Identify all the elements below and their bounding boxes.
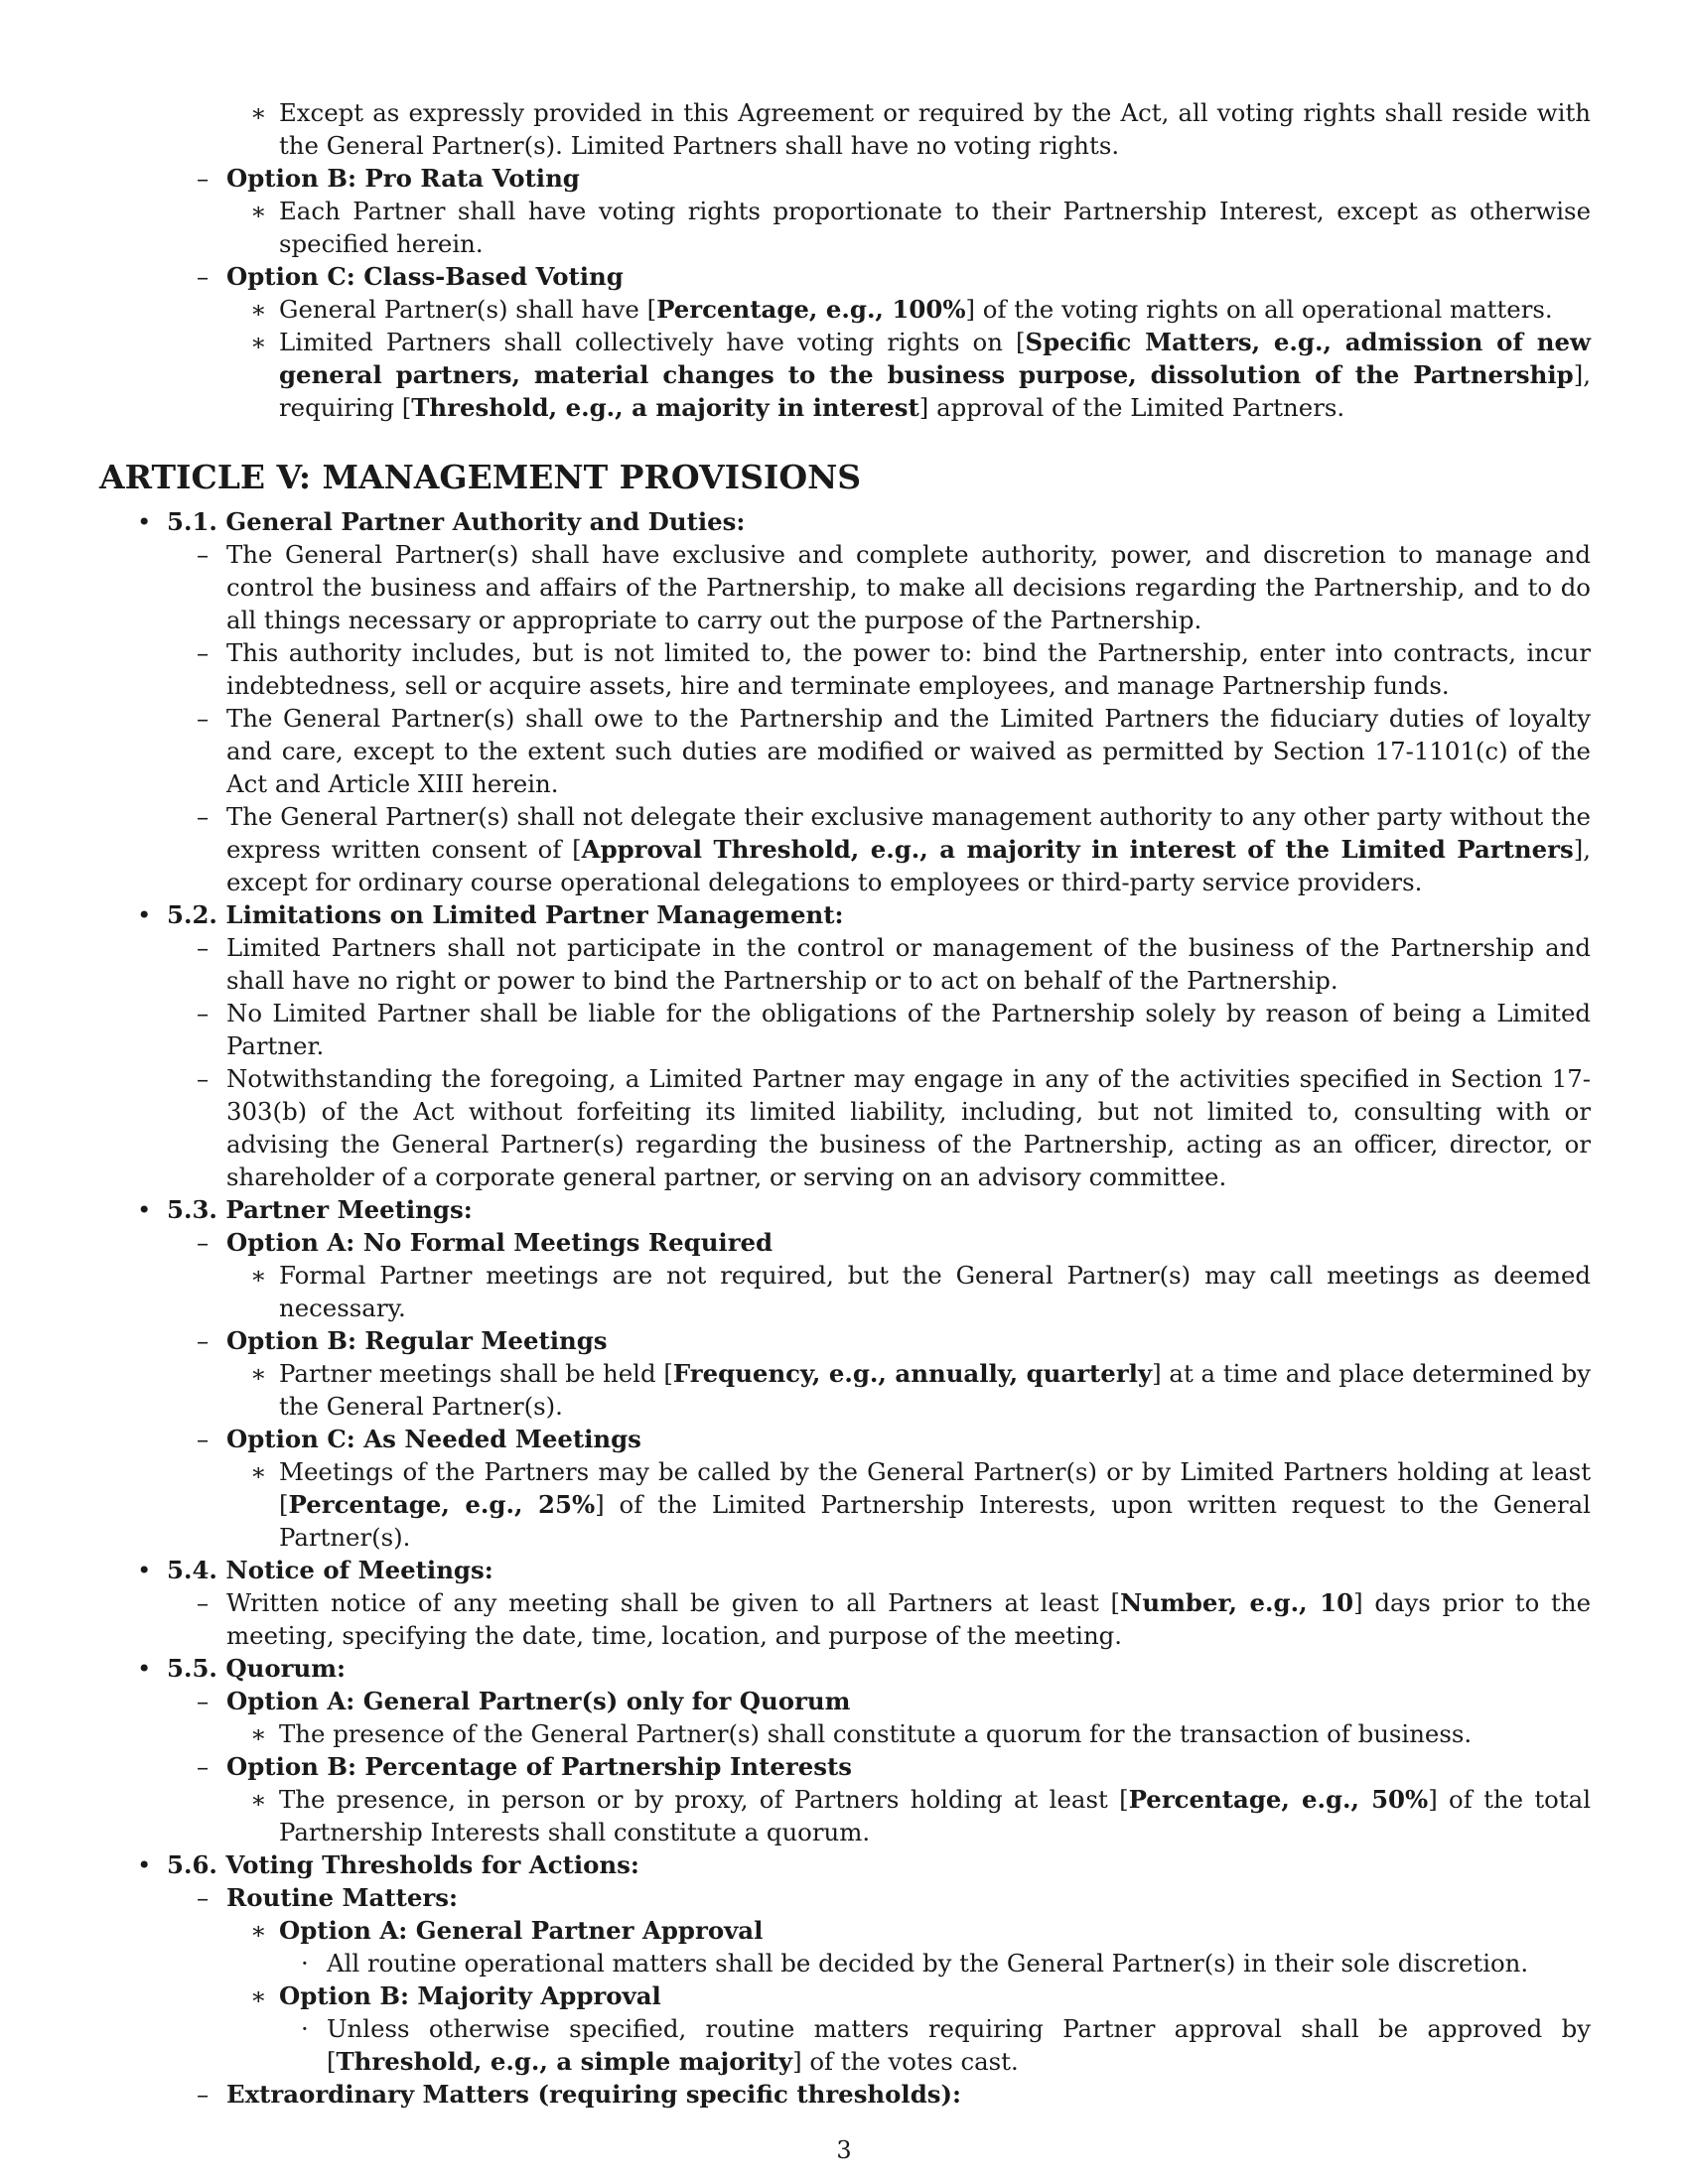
bullet-icon: •: [137, 1850, 152, 1879]
asterisk-bullet-icon: ∗: [250, 1359, 267, 1388]
bullet-icon: •: [137, 1195, 152, 1224]
asterisk-bullet-icon: ∗: [250, 295, 267, 324]
list-item: – Notwithstanding the foregoing, a Limited Partner may engage in any of the activities specified in Section 17-303(b) of the Act without forfeiting its limited liability, including, but not limited to, consulting with or advising the General Partner(s) regarding the business of the Partnership, acting as an officer, director, or shareholder of a corporate general partner, or serving on an advisory committee.: [197, 1064, 1591, 1191]
dash-bullet-icon: –: [197, 2080, 210, 2109]
dash-bullet-icon: –: [197, 638, 210, 667]
asterisk-bullet-icon: ∗: [250, 1457, 267, 1486]
list-item: [99, 96, 1591, 162]
article-heading: ARTICLE V: MANAGEMENT PROVISIONS: [99, 458, 862, 496]
list-item: – Option B: Regular Meetings: [197, 1326, 608, 1355]
asterisk-bullet-icon: ∗: [250, 1916, 267, 1945]
list-item: – Option C: As Needed Meetings: [197, 1425, 641, 1453]
list-item: – The General Partner(s) shall not delegate their exclusive management authority to any other party without the express written consent of [Approval Threshold, e.g., a majority in interest of the Limited Partners], except for ordinary course operational delegations to employees or third-party service providers.: [197, 802, 1591, 896]
list-item: [99, 326, 1591, 424]
asterisk-bullet-icon: ∗: [250, 1719, 267, 1748]
list-item: – Option B: Percentage of Partnership Interests: [197, 1752, 852, 1781]
page-number: 3: [836, 2136, 852, 2164]
list-item: – This authority includes, but is not limited to, the power to: bind the Partnership, enter into contracts, incur indebtedness, sell or acquire assets, hire and terminate employees, and manage Partnership funds.: [197, 638, 1591, 700]
voting-option-b-text: Each Partner shall have voting rights proportionate to their Partnership Interest, except as otherwise specified herein.: [279, 197, 1591, 258]
dash-bullet-icon: –: [197, 1752, 210, 1781]
bullet-icon: •: [137, 900, 152, 929]
voting-option-a-text: Except as expressly provided in this Agreement or required by the Act, all voting rights shall reside with the General Partner(s). Limited Partners shall have no voting rights.: [279, 98, 1591, 160]
section-heading-5-3: • 5.3. Partner Meetings:: [137, 1195, 473, 1224]
section-heading-5-2: • 5.2. Limitations on Limited Partner Management:: [137, 900, 844, 929]
dash-bullet-icon: –: [197, 704, 210, 733]
document-page: [99, 96, 1591, 2111]
bullet-icon: •: [137, 1654, 152, 1683]
asterisk-bullet-icon: ∗: [250, 1785, 267, 1814]
asterisk-bullet-icon: ∗: [250, 1261, 267, 1290]
list-item: [99, 260, 1591, 293]
dash-bullet-icon: –: [197, 999, 210, 1027]
dash-bullet-icon: –: [197, 164, 210, 193]
dash-bullet-icon: –: [197, 1425, 210, 1453]
list-item: ∗ Option A: General Partner Approval: [250, 1916, 764, 1945]
dash-bullet-icon: –: [197, 802, 210, 831]
dash-bullet-icon: –: [197, 1228, 210, 1257]
section-heading-5-1: • 5.1. General Partner Authority and Duties:: [137, 507, 746, 536]
voting-option-b-title: Option B: Pro Rata Voting: [226, 164, 580, 193]
asterisk-bullet-icon: ∗: [250, 98, 267, 127]
list-item: ∗ Formal Partner meetings are not required, but the General Partner(s) may call meetings as deemed necessary.: [250, 1261, 1591, 1322]
list-item: [99, 293, 1591, 326]
dash-bullet-icon: –: [197, 262, 210, 291]
list-item: – Written notice of any meeting shall be given to all Partners at least [Number, e.g., 10] days prior to the meeting, specifying the date, time, location, and purpose of the meeting.: [197, 1588, 1591, 1650]
bullet-icon: •: [137, 507, 152, 536]
voting-option-c-title: Option C: Class-Based Voting: [226, 262, 624, 291]
dot-bullet-icon: ·: [301, 2014, 309, 2043]
list-item: ∗ Option B: Majority Approval: [250, 1981, 661, 2010]
asterisk-bullet-icon: ∗: [250, 1981, 267, 2010]
list-item: – The General Partner(s) shall owe to the Partnership and the Limited Partners the fiduciary duties of loyalty and care, except to the extent such duties are modified or waived as permitted by Section 17-1101(c) of the Act and Article XIII herein.: [197, 704, 1591, 798]
dot-bullet-icon: ·: [301, 1949, 309, 1978]
list-item: – Routine Matters:: [197, 1883, 458, 1912]
voting-option-c-text-1: General Partner(s) shall have [Percentage, e.g., 100%] of the voting rights on all operational matters.: [279, 295, 1553, 324]
dash-bullet-icon: –: [197, 933, 210, 962]
list-item: – The General Partner(s) shall have exclusive and complete authority, power, and discretion to manage and control the business and affairs of the Partnership, to make all decisions regarding the Partnership, and to do all things necessary or appropriate to carry out the purpose of the Partnership.: [197, 540, 1591, 634]
dash-bullet-icon: –: [197, 1326, 210, 1355]
asterisk-bullet-icon: ∗: [250, 328, 267, 356]
list-item: · All routine operational matters shall be decided by the General Partner(s) in their sole discretion.: [301, 1949, 1529, 1978]
bullet-icon: •: [137, 1556, 152, 1584]
voting-option-c-text-2: Limited Partners shall collectively have voting rights on [Specific Matters, e.g., admission of new general partners, material changes to the business purpose, dissolution of the Partnership], requiring [Threshold, e.g., a majority in interest] approval of the Limited Partners.: [279, 328, 1591, 422]
list-item: ∗ Partner meetings shall be held [Frequency, e.g., annually, quarterly] at a time and place determined by the General Partner(s).: [250, 1359, 1591, 1421]
list-item: ∗ The presence of the General Partner(s) shall constitute a quorum for the transaction of business.: [250, 1719, 1473, 1748]
asterisk-bullet-icon: ∗: [250, 197, 267, 225]
list-item: [99, 195, 1591, 260]
list-item: – Option A: General Partner(s) only for Quorum: [197, 1687, 851, 1715]
list-item: ∗ The presence, in person or by proxy, of Partners holding at least [Percentage, e.g., 50%] of the total Partnership Interests shall constitute a quorum.: [250, 1785, 1591, 1846]
dash-bullet-icon: –: [197, 1064, 210, 1093]
list-item: [99, 162, 1591, 195]
dash-bullet-icon: –: [197, 1883, 210, 1912]
list-item: – No Limited Partner shall be liable for the obligations of the Partnership solely by reason of being a Limited Partner.: [197, 999, 1591, 1060]
section-heading-5-6: • 5.6. Voting Thresholds for Actions:: [137, 1850, 639, 1879]
dash-bullet-icon: –: [197, 1588, 210, 1617]
list-item: – Limited Partners shall not participate in the control or management of the business of the Partnership and shall have no right or power to bind the Partnership or to act on behalf of the Partnership.: [197, 933, 1591, 995]
section-heading-5-5: • 5.5. Quorum:: [137, 1654, 347, 1683]
section-heading-5-4: • 5.4. Notice of Meetings:: [137, 1556, 493, 1584]
dash-bullet-icon: –: [197, 540, 210, 569]
list-item: – Option A: No Formal Meetings Required: [197, 1228, 774, 1257]
list-item: ∗ Meetings of the Partners may be called by the General Partner(s) or by Limited Partners holding at least [Percentage, e.g., 25%] of the Limited Partnership Interests, upon written request to the General Partner(s).: [250, 1457, 1591, 1552]
list-item: – Extraordinary Matters (requiring specific thresholds):: [197, 2080, 962, 2109]
list-item: · Unless otherwise specified, routine matters requiring Partner approval shall be approved by [Threshold, e.g., a simple majority] of the votes cast.: [301, 2014, 1591, 2076]
dash-bullet-icon: –: [197, 1687, 210, 1715]
